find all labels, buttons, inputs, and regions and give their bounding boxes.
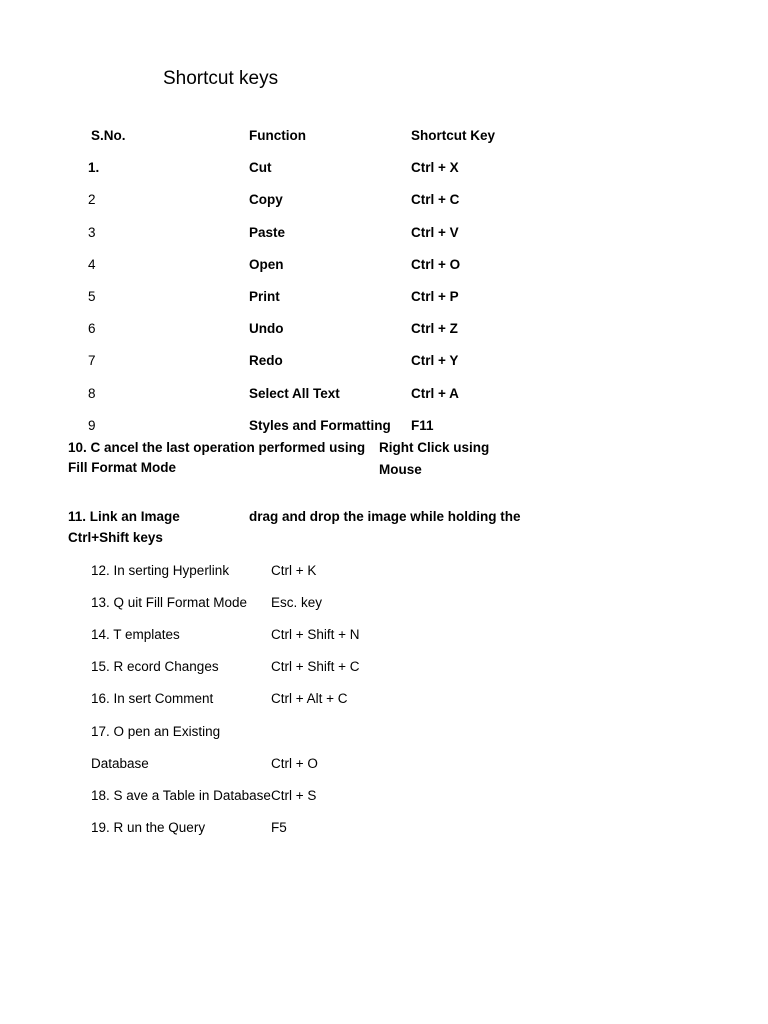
row-sno: 8 [88, 386, 96, 401]
item-key: Ctrl + Alt + C [271, 691, 348, 706]
header-sno: S.No. [91, 128, 126, 143]
item-key: Ctrl + K [271, 563, 317, 578]
item-key: F5 [271, 820, 287, 835]
row-function: Styles and Formatting [249, 418, 391, 433]
item-key: Ctrl + Shift + C [271, 659, 360, 674]
item-10-line1: 10. C ancel the last operation performed using [68, 440, 366, 455]
row-shortcut: Ctrl + Y [411, 353, 459, 368]
row-sno: 9 [88, 418, 96, 433]
row-sno: 1. [88, 160, 100, 175]
row-function: Paste [249, 225, 286, 240]
row-function: Undo [249, 321, 284, 336]
item-label: 15. R ecord Changes [91, 659, 219, 674]
item-10-key-line2: Mouse [379, 462, 422, 477]
row-sno: 2 [88, 192, 96, 207]
item-label: 19. R un the Query [91, 820, 206, 835]
row-shortcut: Ctrl + Z [411, 321, 458, 336]
item-label: 12. In serting Hyperlink [91, 563, 230, 578]
row-shortcut: Ctrl + O [411, 257, 461, 272]
item-key: Ctrl + S [271, 788, 317, 803]
row-function: Open [249, 257, 284, 272]
item-11-label: 11. Link an Image [68, 509, 180, 524]
item-label: 17. O pen an Existing [91, 724, 221, 739]
item-key: Esc. key [271, 595, 323, 610]
row-shortcut: Ctrl + X [411, 160, 459, 175]
header-function: Function [249, 128, 306, 143]
item-label: 13. Q uit Fill Format Mode [91, 595, 248, 610]
row-function: Print [249, 289, 280, 304]
item-10-line2: Fill Format Mode [68, 460, 176, 475]
item-key: Ctrl + O [271, 756, 318, 771]
row-shortcut: Ctrl + A [411, 386, 459, 401]
row-shortcut: Ctrl + C [411, 192, 460, 207]
page-title: Shortcut keys [163, 68, 279, 89]
item-11-line2: Ctrl+Shift keys [68, 530, 163, 545]
item-label: 18. S ave a Table in Database [91, 788, 271, 803]
header-shortcut: Shortcut Key [411, 128, 496, 143]
row-shortcut: Ctrl + V [411, 225, 459, 240]
row-function: Cut [249, 160, 272, 175]
row-function: Copy [249, 192, 283, 207]
item-label: Database [91, 756, 149, 771]
item-label: 14. T emplates [91, 627, 180, 642]
row-function: Select All Text [249, 386, 340, 401]
item-key: Ctrl + Shift + N [271, 627, 360, 642]
item-10-key-line1: Right Click using [379, 440, 490, 455]
row-shortcut: F11 [411, 418, 434, 433]
row-sno: 4 [88, 257, 96, 272]
item-11-desc: drag and drop the image while holding the [249, 509, 521, 524]
item-label: 16. In sert Comment [91, 691, 214, 706]
row-shortcut: Ctrl + P [411, 289, 459, 304]
row-sno: 6 [88, 321, 96, 336]
row-sno: 7 [88, 353, 96, 368]
row-function: Redo [249, 353, 283, 368]
row-sno: 5 [88, 289, 96, 304]
row-sno: 3 [88, 225, 96, 240]
